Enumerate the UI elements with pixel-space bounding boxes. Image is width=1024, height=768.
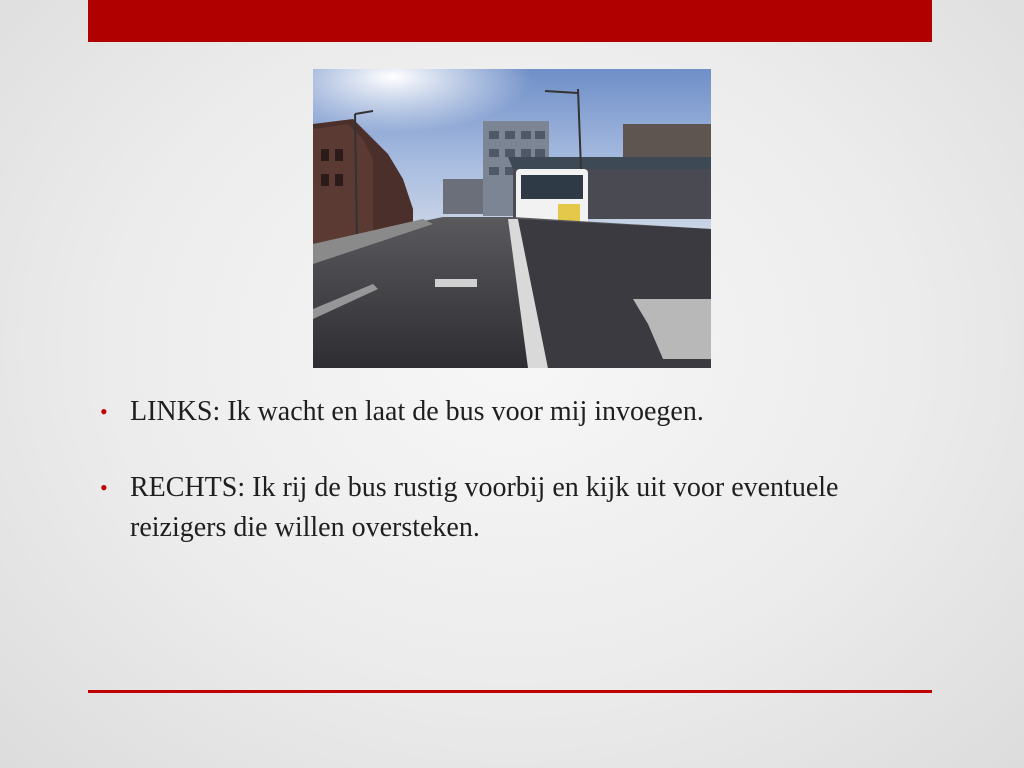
- bullet-list: [100, 392, 880, 584]
- bullet-dot-icon: •: [100, 475, 108, 500]
- bullet-text: LINKS: Ik wacht en laat de bus voor mij invoegen.: [130, 396, 704, 427]
- bullet-dot-icon: •: [100, 399, 108, 424]
- street-bus-photo: [313, 69, 711, 368]
- top-accent-bar: [88, 0, 932, 42]
- bullet-text: RECHTS: Ik rij de bus rustig voorbij en kijk uit voor eventuele reizigers die willen oversteken.: [130, 472, 839, 543]
- bullet-item-links: [100, 392, 880, 432]
- bottom-accent-line: [88, 690, 932, 693]
- bullet-item-rechts: [100, 468, 880, 548]
